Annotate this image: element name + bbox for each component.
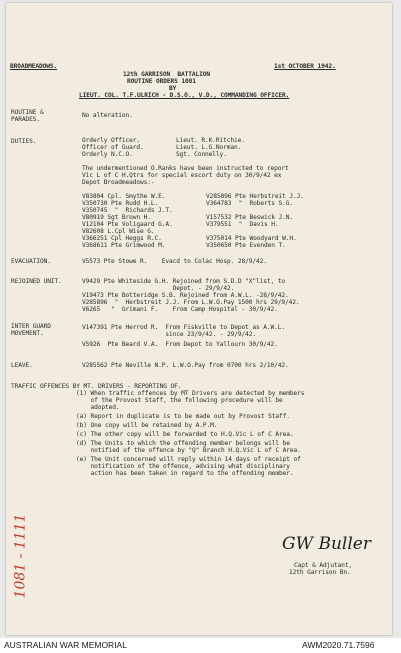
escort-entry: V350745 " Richards J.T.	[82, 207, 173, 214]
leave-label: LEAVE.	[11, 362, 33, 369]
traffic-heading: TRAFFIC OFFENCES BY MT. DRIVERS - REPORTING OF.	[11, 383, 182, 390]
evacuation-text: V5573 Pte Stowe R. Evacd to Colac Hosp. 28/9/42.	[82, 258, 267, 265]
duty-person: Sgt. Connelly.	[176, 151, 227, 158]
document-sheet	[6, 3, 392, 635]
escort-entry: V82608 L.Cpl Wise G.	[82, 228, 155, 235]
traffic-line: (1) When traffic offences by MT Drivers are detected by members	[76, 390, 305, 397]
margin-annotation: 1081 - 1111	[12, 513, 29, 599]
inter-guard-line: since 23/9/42. - 29/9/42.	[82, 331, 257, 338]
routine-label-2: PARADES.	[11, 116, 41, 123]
escort-entry: V350650 Pte Evenden T.	[206, 242, 286, 249]
inter-guard-line: V5926 Pte Beard V.A. From Depot to Yallourn 30/9/42.	[82, 341, 278, 348]
escort-entry: V12104 Pte Voligaard G.A.	[82, 221, 173, 228]
inter-guard-line: V147391 Pte Herrod R. From Fiskville to Depot as A.W.L.	[82, 324, 286, 331]
duty-person: Lieut. L.G.Norman.	[176, 144, 242, 151]
traffic-line: adopted.	[76, 404, 120, 411]
routine-label-1: ROUTINE &	[11, 109, 44, 116]
rejoined-line: V6265 " Grimani F. From Camp Hospital - 30/9/42.	[82, 306, 278, 313]
battalion-title: 12th GARRISON BATTALION	[123, 71, 211, 78]
escort-intro-line: Vic L of C H.Qtrs for special escort duty on 30/9/42 ex	[82, 172, 282, 179]
escort-entry: V350730 Pte Rudd H.L.	[82, 200, 159, 207]
inter-guard-label-2: MOVEMENT.	[11, 330, 44, 337]
footer-source: AUSTRALIAN WAR MEMORIAL	[4, 640, 127, 650]
duty-role: Orderly N.C.O.	[82, 151, 133, 158]
escort-entry: V366251 Cpl Heggs R.C.	[82, 235, 162, 242]
traffic-line: (d) The Units to which the offending member belongs will be	[76, 440, 290, 447]
evacuation-label: EVACUATION.	[11, 258, 51, 265]
routine-text: No alteration.	[82, 112, 133, 119]
rejoined-line: V19473 Pte Botteridge S.B. Rejoined from A.W.L. -28/9/42.	[82, 292, 289, 299]
handwritten-signature: GW Buller	[282, 534, 371, 554]
escort-entry: V157532 Pte Beswick J.N.	[206, 214, 294, 221]
rejoined-line: V285896 " Herbstreit J.J. From L.W.O.Pay 1500 hrs 29/9/42.	[82, 299, 300, 306]
escort-entry: V375014 Pte Woodyard W.H.	[206, 235, 297, 242]
escort-entry: V80919 Sgt Brown H.	[82, 214, 151, 221]
escort-entry: V285896 Pte Herbstreit J.J.	[206, 193, 304, 200]
orders-title: ROUTINE ORDERS 1081	[127, 78, 196, 85]
order-date: 1st OCTOBER 1942.	[274, 63, 336, 70]
duty-person: Lieut. R.K.Ritchie.	[176, 137, 245, 144]
escort-entry: V368611 Pte Grimwood M.	[82, 242, 166, 249]
escort-entry: V364783 " Roberts S.G.	[206, 200, 294, 207]
escort-entry: V83804 Cpl. Smythe W.E.	[82, 193, 166, 200]
duty-role: Officer of Guard.	[82, 144, 144, 151]
leave-text: V285562 Pte Neville N.P. L.W.O.Pay from 0700 hrs 2/10/42.	[82, 362, 289, 369]
traffic-line: notified of the offence by "Q" Branch H.Q.Vic L of C Area.	[76, 447, 301, 454]
duty-role: Orderly Officer.	[82, 137, 141, 144]
footer-accession: AWM2020.71.7596	[302, 640, 375, 650]
escort-intro-line: The undermentioned O.Ranks have been instructed to report	[82, 165, 289, 172]
traffic-line: notification of the offence, advising what disciplinary	[76, 463, 290, 470]
duties-label: DUTIES.	[11, 138, 37, 145]
rejoined-line: Depot. - 29/9/42.	[82, 285, 235, 292]
signature-rank: Capt & Adjutant,	[294, 562, 353, 569]
rejoined-line: V9429 Pte Whiteside G.H. Rejoined from S.D.D "X"list, to	[82, 278, 286, 285]
by-line: BY	[169, 85, 177, 92]
rejoined-label: REJOINED UNIT.	[11, 278, 62, 285]
traffic-line: (a) Report in duplicate is to be made out by Provost Staff.	[76, 413, 290, 420]
escort-entry: V379551 " Davis H.	[206, 221, 279, 228]
commander-line: LIEUT. COL. T.F.ULRICH - D.S.O., V.D., COMMANDING OFFICER.	[79, 92, 290, 99]
traffic-line: (e) The Unit concerned will reply within 14 days of receipt of	[76, 456, 301, 463]
location: BROADMEADOWS.	[10, 63, 58, 70]
traffic-line: of the Provost Staff, the following procedure will be	[76, 397, 283, 404]
inter-guard-label-1: INTER GUARD	[11, 323, 51, 330]
escort-intro-line: Depot Broadmeadows:-	[82, 179, 155, 186]
traffic-line: action has been taken in regard to the offending member.	[76, 470, 294, 477]
traffic-line: (c) The other copy will be forwarded to H.Q.Vic L of C Area.	[76, 431, 294, 438]
signature-unit: 12th Garrison Bn.	[289, 569, 351, 576]
traffic-line: (b) One copy will be retained by A.P.M.	[76, 422, 218, 429]
